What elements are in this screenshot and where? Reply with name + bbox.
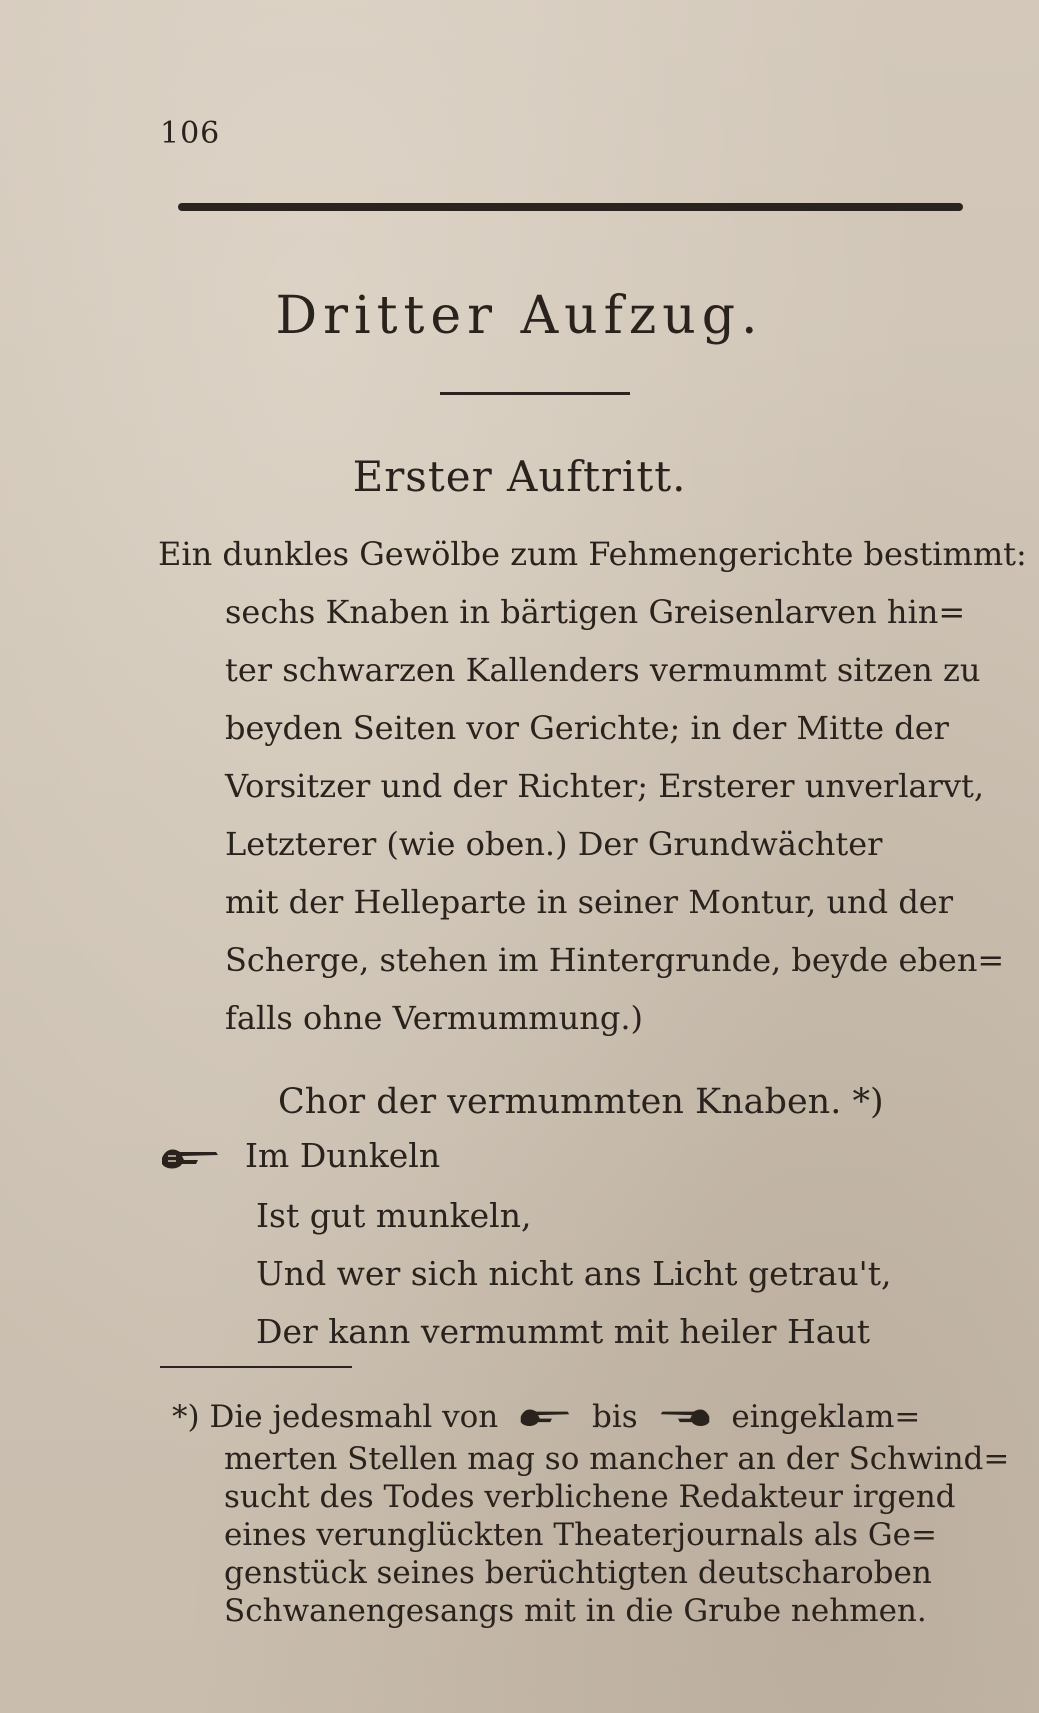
stage-direction-line: sechs Knaben in bärtigen Greisenlarven hin= [225, 593, 966, 631]
stage-direction-line: beyden Seiten vor Gerichte; in der Mitte der [225, 709, 949, 747]
chorus-heading: Chor der vermummten Knaben. *) [278, 1082, 884, 1122]
verse-line: Und wer sich nicht ans Licht getrau't, [256, 1254, 892, 1293]
pointing-hand-right-icon [158, 1142, 222, 1176]
page-number: 106 [160, 116, 221, 151]
scene-title: Erster Auftritt. [352, 452, 687, 501]
stage-direction-line: Letzterer (wie oben.) Der Grundwächter [225, 825, 883, 863]
verse-line: Der kann vermummt mit heiler Haut [256, 1312, 870, 1351]
footnote-rule [160, 1366, 352, 1368]
footnote-line: Schwanengesangs mit in die Grube nehmen. [224, 1593, 927, 1629]
verse-line: Im Dunkeln [245, 1136, 441, 1175]
footnote-marker: *) [172, 1399, 200, 1435]
stage-direction-line: falls ohne Vermummung.) [225, 999, 643, 1037]
verse-line: Ist gut munkeln, [256, 1196, 532, 1235]
footnote-line [172, 1399, 921, 1435]
stage-direction-line: ter schwarzen Kallenders vermummt sitzen zu [225, 651, 981, 689]
pointing-hand-right-icon [516, 1403, 574, 1435]
act-title: Dritter Aufzug. [275, 286, 764, 346]
footnote-text: Die jedesmahl von [209, 1399, 499, 1435]
footnote-line: genstück seines berüchtigten deutscharoben [224, 1555, 932, 1591]
stage-direction-line: Scherge, stehen im Hintergrunde, beyde eben= [225, 941, 1005, 979]
footnote-line: merten Stellen mag so mancher an der Schwind= [224, 1441, 1010, 1477]
stage-direction-line: Ein dunkles Gewölbe zum Fehmengerichte bestimmt: [158, 535, 1027, 573]
footnote-text: bis [591, 1399, 638, 1435]
stage-direction-line: mit der Helleparte in seiner Montur, und der [225, 883, 954, 921]
stage-direction-line: Vorsitzer und der Richter; Ersterer unverlarvt, [225, 767, 985, 805]
footnote-line: eines verunglückten Theaterjournals als Ge= [224, 1517, 937, 1553]
footnote-text: eingeklam= [731, 1399, 921, 1435]
pointing-hand-left-icon [656, 1403, 714, 1435]
act-divider [440, 392, 630, 395]
footnote-line: sucht des Todes verblichene Redakteur irgend [224, 1479, 956, 1515]
header-rule [178, 203, 963, 211]
